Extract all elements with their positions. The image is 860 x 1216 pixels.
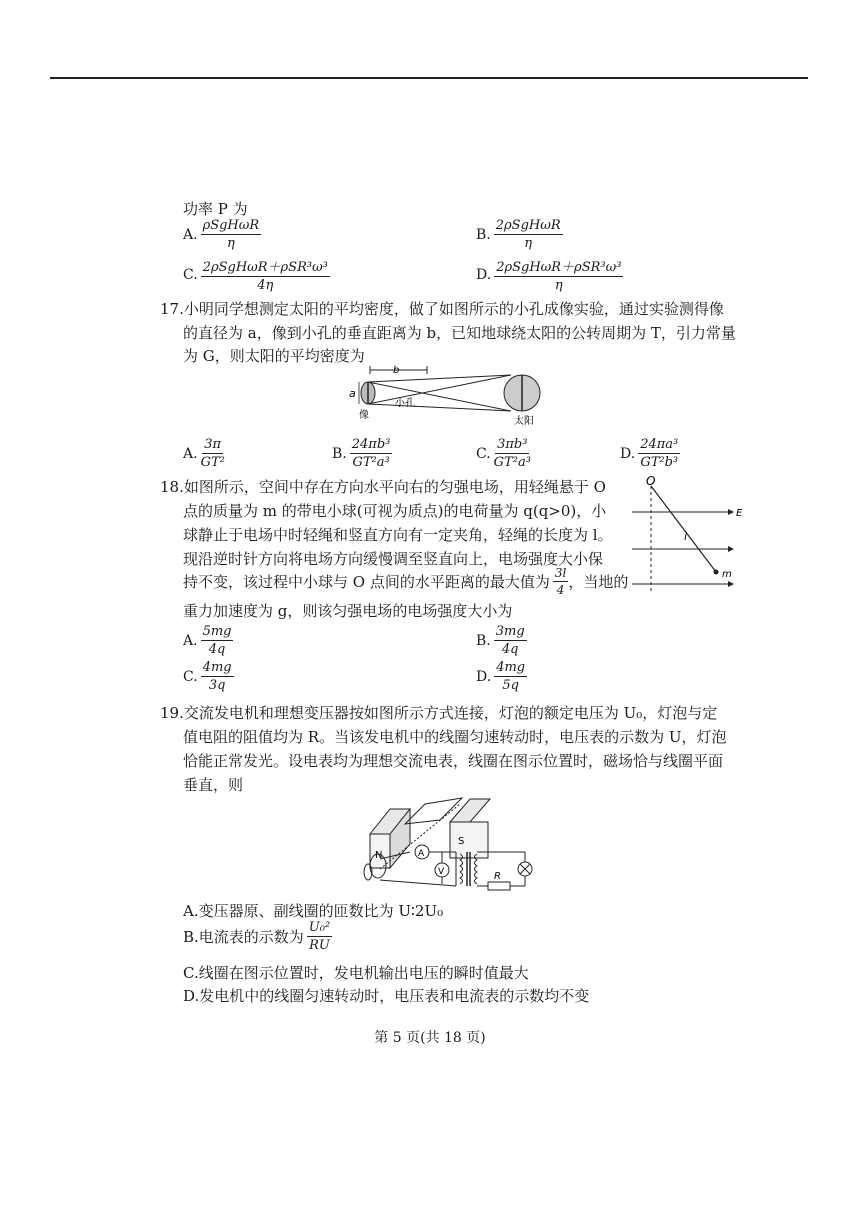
q17-line-1: 17.小明同学想测定太阳的平均密度，做了如图所示的小孔成像实验，通过实验测得像 <box>160 300 724 318</box>
option-numerator: 5mg <box>202 624 232 639</box>
option-denominator: 3q <box>208 678 226 693</box>
option-numerator: 4mg <box>496 660 526 675</box>
option-numerator: U₀² <box>308 920 331 935</box>
option-label: D. <box>620 445 636 462</box>
ammeter-label: A <box>418 849 425 859</box>
b-label: b <box>393 365 400 376</box>
o-label: O <box>646 474 656 488</box>
q19-line-4: 垂直，则 <box>183 776 244 794</box>
a-label: a <box>349 387 356 400</box>
frac-numerator: 3l <box>554 566 567 580</box>
voltmeter-label: V <box>438 867 445 877</box>
option-numerator: 3mg <box>495 624 525 639</box>
option-denominator: GT²b³ <box>640 455 679 470</box>
option-label: A. <box>183 632 198 649</box>
option-label: C. <box>183 266 198 283</box>
option-numerator: 4mg <box>202 660 232 675</box>
q18-option-c <box>183 660 234 693</box>
page-footer: 第 5 页(共 18 页) <box>374 1030 486 1046</box>
q17-option-b <box>332 437 392 470</box>
pinhole-label: 小孔 <box>395 398 415 409</box>
option-denominator: 4η <box>257 278 274 293</box>
option-numerator: 2ρSgHωR <box>495 218 561 233</box>
option-label: B. <box>476 632 491 649</box>
q18-option-b <box>476 624 527 657</box>
option-denominator: η <box>524 236 533 251</box>
option-numerator: 24πa³ <box>640 437 679 452</box>
option-denominator: GT²a³ <box>493 455 531 470</box>
q16-stem-tail: 功率 P 为 <box>183 200 248 218</box>
s-pole-label: S <box>458 836 465 847</box>
m-label: m <box>722 569 732 580</box>
q19-line-2: 值电阻的阻值均为 R。当该发电机中的线圈匀速转动时，电压表的示数为 U，灯泡 <box>183 728 727 746</box>
q17-line-2: 的直径为 a，像到小孔的垂直距离为 b，已知地球绕太阳的公转周期为 T，引力常量 <box>183 324 736 342</box>
q17-option-a <box>183 437 225 470</box>
option-label: B. <box>476 226 491 243</box>
option-numerator: ρSgHωR <box>202 218 260 233</box>
option-text: B.电流表的示数为 <box>183 928 304 946</box>
e-label: E <box>736 508 743 519</box>
option-numerator: 3πb³ <box>497 437 528 452</box>
q18-option-a <box>183 624 233 657</box>
resistor-label: R <box>494 871 501 882</box>
q17-option-c <box>476 437 531 470</box>
image-label: 像 <box>359 410 369 421</box>
q19-line-1: 19.交流发电机和理想变压器按如图所示方式连接，灯泡的额定电压为 U₀，灯泡与定 <box>160 704 718 722</box>
q18-line-2: 点的质量为 m 的带电小球(可视为质点)的电荷量为 q(q>0)，小 <box>183 502 607 520</box>
option-label: A. <box>183 226 198 243</box>
line-suffix: ，当地的 <box>568 573 629 591</box>
sun-label: 太阳 <box>514 416 534 427</box>
q19-option-d: D.发电机中的线圈匀速转动时，电压表和电流表的示数均不变 <box>183 987 590 1005</box>
option-denominator: RU <box>309 938 330 953</box>
q16-option-a <box>183 218 261 251</box>
header-rule <box>50 77 808 79</box>
option-denominator: GT² <box>200 455 225 470</box>
q16-option-b <box>476 218 563 251</box>
option-numerator: 3π <box>204 437 222 452</box>
q18-line-6: 重力加速度为 g，则该匀强电场的电场强度大小为 <box>183 602 513 620</box>
q18-line-3: 球静止于电场中时轻绳和竖直方向有一定夹角，轻绳的长度为 l。 <box>183 526 613 544</box>
option-label: C. <box>183 668 198 685</box>
option-denominator: 5q <box>502 678 519 693</box>
frac-denominator: 4 <box>556 583 565 597</box>
q17-option-d <box>620 437 680 470</box>
line-prefix: 持不变，该过程中小球与 O 点间的水平距离的最大值为 <box>183 573 550 591</box>
q19-option-b <box>183 920 332 953</box>
generator-transformer-diagram <box>350 794 550 898</box>
q18-line-4: 现沿逆时针方向将电场方向缓慢调至竖直向上，电场强度大小保 <box>183 550 604 568</box>
q18-option-d <box>476 660 527 693</box>
option-numerator: 2ρSgHωR＋ρSR³ω³ <box>494 256 623 277</box>
option-label: A. <box>183 445 198 462</box>
q18-line-1: 18.如图所示，空间中存在方向水平向右的匀强电场，用轻绳悬于 O <box>160 478 606 496</box>
q19-line-3: 恰能正常发光。设电表均为理想交流电表，线圈在图示位置时，磁场恰与线圈平面 <box>183 752 724 770</box>
pendulum-field-diagram <box>630 474 750 599</box>
q17-line-3: 为 G，则太阳的平均密度为 <box>183 347 365 365</box>
option-numerator: 2ρSgHωR＋ρSR³ω³ <box>201 256 330 277</box>
l-label: l <box>684 530 688 543</box>
option-denominator: GT²a³ <box>352 455 390 470</box>
q19-option-a: A.变压器原、副线圈的匝数比为 U∶2U₀ <box>183 902 444 920</box>
option-denominator: η <box>226 236 235 251</box>
option-label: C. <box>476 445 491 462</box>
option-numerator: 24πb³ <box>351 437 391 452</box>
option-label: D. <box>476 668 492 685</box>
option-denominator: η <box>554 278 563 293</box>
q16-option-d <box>476 256 623 293</box>
option-label: B. <box>332 445 347 462</box>
option-denominator: 4q <box>501 642 519 657</box>
pinhole-diagram <box>335 362 565 432</box>
q19-option-c: C.线圈在图示位置时，发电机输出电压的瞬时值最大 <box>183 964 529 982</box>
q16-option-c <box>183 256 330 293</box>
n-pole-label: N <box>375 850 383 861</box>
option-denominator: 4q <box>208 642 226 657</box>
q18-line-5 <box>183 566 628 597</box>
option-label: D. <box>476 266 492 283</box>
